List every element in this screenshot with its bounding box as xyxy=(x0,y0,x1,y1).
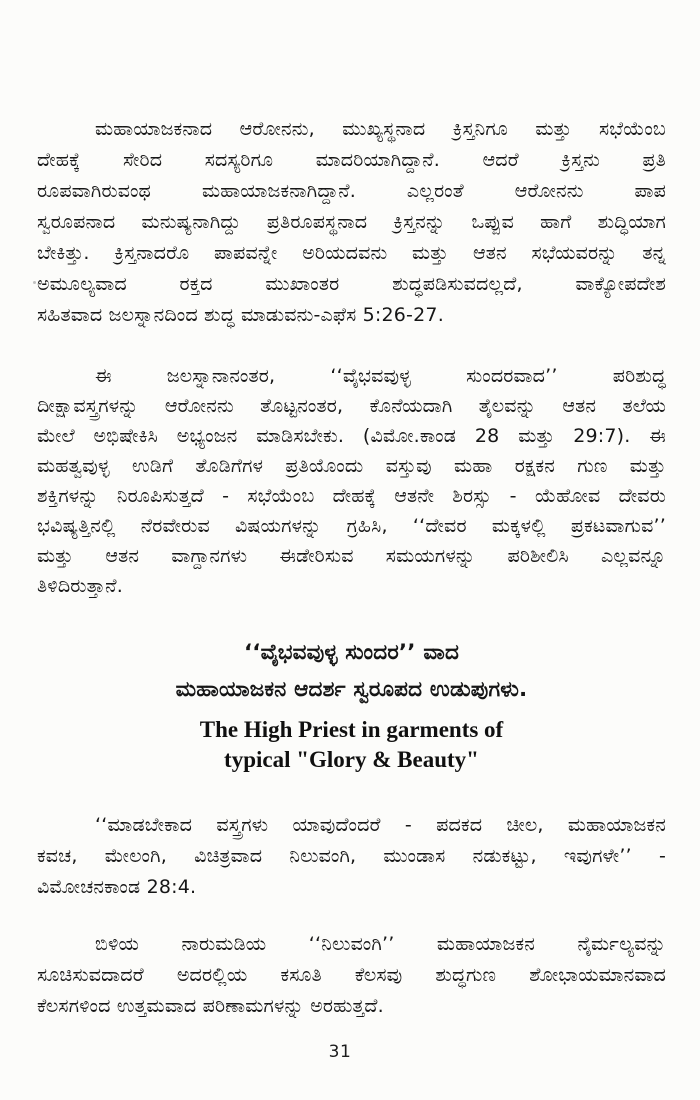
heading-english-line-2: typical "Glory & Beauty" xyxy=(224,747,479,772)
text-line: ಸ್ವರೂಪನಾದ ಮನುಷ್ಯನಾಗಿದ್ದು ಪ್ರತಿರೂಪಸ್ಥನಾದ ಕ್ರಿಸ್ತನನ್ನು ಒಪ್ಪುವ ಹಾಗೆ ಶುದ್ಧಿಯಾಗ xyxy=(37,211,666,233)
text-line: ಈ ಜಲಸ್ನಾನಾನಂತರ, ‘‘ವೈಭವವುಳ್ಳ ಸುಂದರವಾದ’’ ಪರಿಶುದ್ಧ xyxy=(95,365,666,387)
text-line: ಕೆಲಸಗಳಿಂದ ಉತ್ತಮವಾದ ಪರಿಣಾಮಗಳನ್ನು ಅರಹುತ್ತದೆ. xyxy=(37,995,384,1017)
text-line: ಶಕ್ತಿಗಳನ್ನು ನಿರೂಪಿಸುತ್ತದೆ - ಸಭೆಯೆಂಬ ದೇಹಕ್ಕೆ ಆತನೇ ಶಿರಸ್ಸು - ಯೆಹೋವ ದೇವರು xyxy=(37,485,666,507)
text-line: ಬೇಕಿತ್ತು. ಕ್ರಿಸ್ತನಾದರೊ ಪಾಪವನ್ನೇ ಅರಿಯದವನು ಮತ್ತು ಆತನ ಸಭೆಯವರನ್ನು ತನ್ನ xyxy=(37,242,666,264)
text-line: ದೀಕ್ಷಾವಸ್ತ್ರಗಳನ್ನು ಆರೋನನು ತೊಟ್ಟನಂತರ, ಕೊನೆಯದಾಗಿ ತೈಲವನ್ನು ಆತನ ತಲೆಯ xyxy=(37,395,666,417)
text-line: ‘‘ಮಾಡಬೇಕಾದ ವಸ್ತ್ರಗಳು ಯಾವುದೆಂದರೆ - ಪದಕದ ಚೀಲ, ಮಹಾಯಾಜಕನ xyxy=(95,814,666,836)
text-line: ವಿಮೋಚನಕಾಂಡ 28:4. xyxy=(37,876,197,898)
text-line: ದೇಹಕ್ಕೆ ಸೇರಿದ ಸದಸ್ಯರಿಗೂ ಮಾದರಿಯಾಗಿದ್ದಾನೆ. ಆದರೆ ಕ್ರಿಸ್ತನು ಪ್ರತಿ xyxy=(37,149,666,171)
text-line: ಮೇಲೆ ಅಭಿಷೇಕಿಸಿ ಅಭ್ಯಂಜನ ಮಾಡಿಸಬೇಕು. (ವಿಮೋ.ಕಾಂಡ 28 ಮತ್ತು 29:7). ಈ xyxy=(37,425,666,447)
text-line: ಮಹಾಯಾಜಕನಾದ ಆರೋನನು, ಮುಖ್ಯಸ್ಥನಾದ ಕ್ರಿಸ್ತನಿಗೂ ಮತ್ತು ಸಭೆಯೆಂಬ xyxy=(95,118,666,140)
text-line: ಬಿಳಿಯ ನಾರುಮಡಿಯ ‘‘ನಿಲುವಂಗಿ’’ ಮಹಾಯಾಜಕನ ನೈರ್ಮಲ್ಯವನ್ನು xyxy=(95,933,666,955)
paragraph-4 xyxy=(37,929,666,1022)
heading-kannada-line-2: ಮಹಾಯಾಜಕನ ಆದರ್ಶ ಸ್ವರೂಪದ ಉಡುಪುಗಳು. xyxy=(175,677,528,702)
paragraph-3 xyxy=(37,810,666,903)
text-line: ಸೂಚಿಸುವದಾದರೆ ಅದರಲ್ಲಿಯ ಕಸೂತಿ ಕೆಲಸವು ಶುದ್ಧಗುಣ ಶೋಭಾಯಮಾನವಾದ xyxy=(37,964,666,986)
paragraph-2 xyxy=(37,361,666,601)
text-line: ತಿಳಿದಿರುತ್ತಾನೆ. xyxy=(37,575,123,597)
heading-english-line-1: The High Priest in garments of xyxy=(199,717,504,742)
text-line: ಅಮೂಲ್ಯವಾದ ರಕ್ತದ ಮುಖಾಂತರ ಶುದ್ಧಪಡಿಸುವದಲ್ಲದೆ, ವಾಕ್ಯೋಪದೇಶ xyxy=(37,273,666,295)
text-line: ರೂಪವಾಗಿರುವಂಥ ಮಹಾಯಾಜಕನಾಗಿದ್ದಾನೆ. ಎಲ್ಲರಂತೆ ಆರೋನನು ಪಾಪ xyxy=(37,180,666,202)
text-line: ಮಹತ್ವವುಳ್ಳ ಉಡಿಗೆ ತೊಡಿಗೆಗಳ ಪ್ರತಿಯೊಂದು ವಸ್ತುವು ಮಹಾ ರಕ್ಷಕನ ಗುಣ ಮತ್ತು xyxy=(37,455,666,477)
heading-kannada-line-1: ‘‘ವೈಭವವುಳ್ಳ ಸುಂದರ’’ ವಾದ xyxy=(243,640,460,665)
text-line: ಕವಚ, ಮೇಲಂಗಿ, ವಿಚಿತ್ರವಾದ ನಿಲುವಂಗಿ, ಮುಂಡಾಸ ನಡುಕಟ್ಟು, ಇವುಗಳೇ’’ - xyxy=(37,845,666,867)
paragraph-1 xyxy=(37,114,666,331)
text-line: ಸಹಿತವಾದ ಜಲಸ್ನಾನದಿಂದ ಶುದ್ಧ ಮಾಡುವನು-ಎಫೆಸ 5:26-27. xyxy=(37,304,444,326)
page-number: 31 xyxy=(328,1042,352,1062)
text-line: ಮತ್ತು ಆತನ ವಾಗ್ದಾನಗಳು ಈಡೇರಿಸುವ ಸಮಯಗಳನ್ನು ಪರಿಶೀಲಿಸಿ ಎಲ್ಲವನ್ನೂ xyxy=(37,545,666,567)
scan-artifact xyxy=(33,281,36,284)
section-heading xyxy=(37,634,666,775)
text-line: ಭವಿಷ್ಯತ್ತಿನಲ್ಲಿ ನೆರವೇರುವ ವಿಷಯಗಳನ್ನು ಗ್ರಹಿಸಿ, ‘‘ದೇವರ ಮಕ್ಕಳಲ್ಲಿ ಪ್ರಕಟವಾಗುವ’’ xyxy=(37,515,666,537)
